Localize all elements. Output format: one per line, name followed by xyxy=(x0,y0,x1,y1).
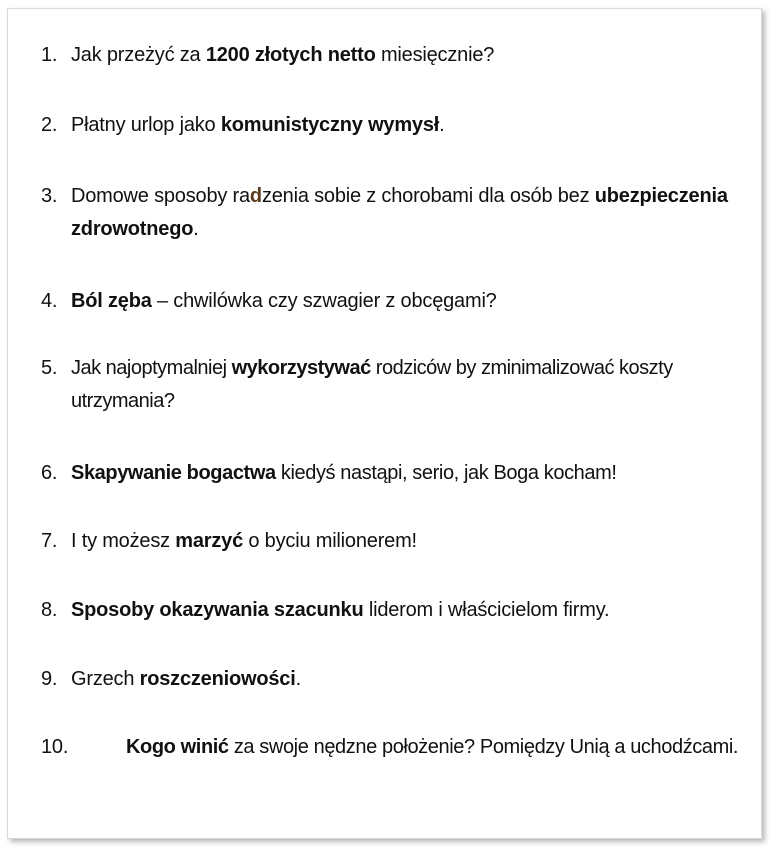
list-item xyxy=(41,731,756,764)
bold-text: roszczeniowości xyxy=(139,668,296,690)
bold-text: marzyć xyxy=(175,530,244,552)
item-text: Jak przeżyć za 1200 złotych netto miesięcznie? xyxy=(71,44,495,66)
item-number: 6. xyxy=(41,462,58,484)
bold-text: 1200 złotych netto xyxy=(205,44,376,66)
item-text: Ból zęba – chwilówka czy szwagier z obcęgami? xyxy=(71,290,497,312)
item-number: 10. xyxy=(41,736,69,758)
item-number: 4. xyxy=(41,290,58,312)
bold-text: Kogo winić xyxy=(126,736,229,758)
item-number: 9. xyxy=(41,668,58,690)
bold-text: Sposoby okazywania szacunku xyxy=(71,599,364,621)
bold-text: wykorzystywać xyxy=(231,357,371,379)
item-text: Domowe sposoby radzenia sobie z chorobami dla osób bez ubezpieczenia zdrowotnego. xyxy=(71,185,728,240)
list-item xyxy=(41,180,756,246)
item-number: 5. xyxy=(41,357,58,379)
list-item xyxy=(41,109,756,142)
item-number: 8. xyxy=(41,599,58,621)
item-text: I ty możesz marzyć o byciu milionerem! xyxy=(71,530,417,552)
item-text: Sposoby okazywania szacunku liderom i właścicielom firmy. xyxy=(71,599,610,621)
item-text: Grzech roszczeniowości. xyxy=(71,668,301,690)
bold-text: ubezpieczenia zdrowotnego xyxy=(71,185,728,240)
highlighted-letter: d xyxy=(249,185,262,207)
list-item xyxy=(41,285,756,318)
item-text: Skapywanie bogactwa kiedyś nastąpi, serio, jak Boga kocham! xyxy=(71,462,617,484)
item-number: 1. xyxy=(41,44,58,66)
list-item xyxy=(41,352,756,418)
document-page xyxy=(7,8,762,839)
bold-text: Skapywanie bogactwa xyxy=(71,462,276,484)
bold-text: komunistyczny wymysł xyxy=(220,114,440,136)
item-text: Kogo winić za swoje nędzne położenie? Pomiędzy Unią a uchodźcami. xyxy=(126,736,739,758)
list-item xyxy=(41,594,756,627)
list-item xyxy=(41,663,756,696)
list-item xyxy=(41,457,756,490)
list-item xyxy=(41,39,756,72)
item-number: 3. xyxy=(41,185,58,207)
list-item xyxy=(41,525,756,558)
item-number: 7. xyxy=(41,530,58,552)
item-text: Płatny urlop jako komunistyczny wymysł. xyxy=(71,114,445,136)
bold-text: Ból zęba xyxy=(71,290,152,312)
item-text: Jak najoptymalniej wykorzystywać rodziców by zminimalizować koszty utrzymania? xyxy=(71,357,673,412)
item-number: 2. xyxy=(41,114,58,136)
